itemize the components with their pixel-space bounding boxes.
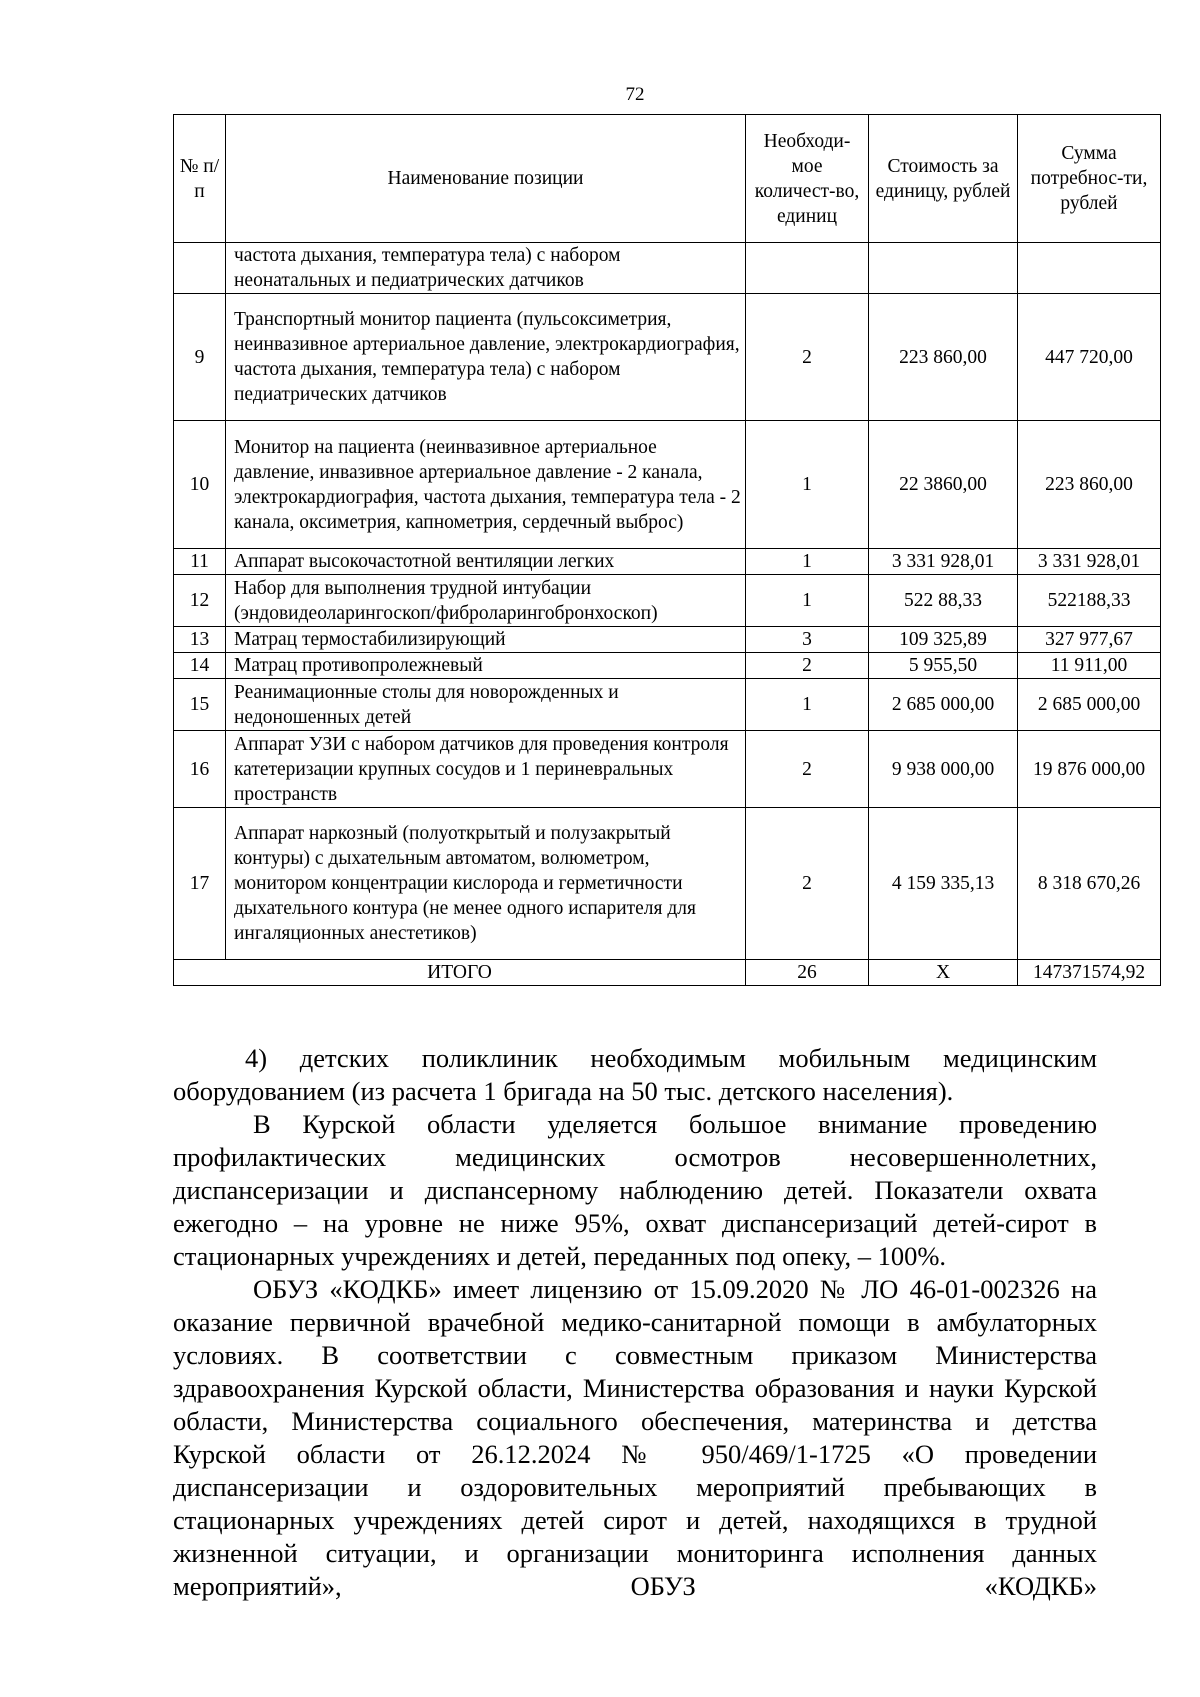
header-unit-cost: Стоимость за единицу, рублей (869, 115, 1018, 243)
table-header-row (174, 115, 1161, 243)
row-unit-cost: 9 938 000,00 (869, 731, 1018, 808)
row-name: Аппарат высокочастотной вентиляции легких (226, 549, 746, 575)
row-qty: 2 (746, 808, 869, 960)
row-name: Матрац противопролежневый (226, 653, 746, 679)
body-text (173, 1042, 1097, 1603)
row-total: 327 977,67 (1018, 627, 1161, 653)
row-name: Транспортный монитор пациента (пульсоксиметрия, неинвазивное артериальное давление, электрокардиография, частота дыхания, температура тела) с набором педиатрических датчиков (226, 294, 746, 421)
row-total: 3 331 928,01 (1018, 549, 1161, 575)
row-num: 10 (174, 421, 226, 549)
table-total-row (174, 960, 1161, 986)
row-total: 522188,33 (1018, 575, 1161, 627)
row-total: 11 911,00 (1018, 653, 1161, 679)
row-num: 15 (174, 679, 226, 731)
row-name: Аппарат наркозный (полуоткрытый и полузакрытый контуры) с дыхательным автоматом, волюметром, монитором концентрации кислорода и герметичности дыхательного контура (не менее одного испарителя для ингаляционных анестетиков) (226, 808, 746, 960)
total-unit-cost: Х (869, 960, 1018, 986)
total-qty: 26 (746, 960, 869, 986)
row-name: Аппарат УЗИ с набором датчиков для проведения контроля катетеризации крупных сосудов и 1 периневральных пространств (226, 731, 746, 808)
row-unit-cost: 22 3860,00 (869, 421, 1018, 549)
row-unit-cost: 109 325,89 (869, 627, 1018, 653)
row-total: 447 720,00 (1018, 294, 1161, 421)
row-qty: 1 (746, 421, 869, 549)
page-number: 72 (625, 84, 645, 105)
row-unit-cost: 4 159 335,13 (869, 808, 1018, 960)
table-row (174, 549, 1161, 575)
equipment-table (173, 114, 1161, 986)
paragraph: ОБУЗ «КОДКБ» имеет лицензию от 15.09.2020 № ЛО 46-01-002326 на оказание первичной врачебной медико-санитарной помощи в амбулаторных условиях. В соответствии с совместным приказом Министерства здравоохранения Курской области, Министерства образования и науки Курской области, Министерства социального обеспечения, материнства и детства Курской области от 26.12.2024 № 950/469/1-1725 «О проведении диспансеризации и оздоровительных мероприятий пребывающих в стационарных учреждениях детей сирот и детей, находящихся в трудной жизненной ситуации, и организации мониторинга исполнения данных мероприятий», ОБУЗ «КОДКБ» (173, 1274, 1097, 1601)
row-qty (746, 243, 869, 294)
row-unit-cost: 2 685 000,00 (869, 679, 1018, 731)
row-name: Матрац термостабилизирующий (226, 627, 746, 653)
table-row (174, 627, 1161, 653)
row-num: 14 (174, 653, 226, 679)
table-row (174, 808, 1161, 960)
row-total: 2 685 000,00 (1018, 679, 1161, 731)
row-total (1018, 243, 1161, 294)
row-unit-cost: 5 955,50 (869, 653, 1018, 679)
row-qty: 1 (746, 549, 869, 575)
table-row (174, 679, 1161, 731)
row-qty: 2 (746, 294, 869, 421)
header-num: № п/п (174, 115, 226, 243)
header-name: Наименование позиции (226, 115, 746, 243)
row-num: 16 (174, 731, 226, 808)
header-total: Сумма потребнос-ти, рублей (1018, 115, 1161, 243)
table-row (174, 294, 1161, 421)
row-qty: 3 (746, 627, 869, 653)
table-row (174, 243, 1161, 294)
table-row (174, 731, 1161, 808)
row-num: 13 (174, 627, 226, 653)
row-qty: 1 (746, 575, 869, 627)
row-total: 223 860,00 (1018, 421, 1161, 549)
total-sum: 147371574,92 (1018, 960, 1161, 986)
row-total: 19 876 000,00 (1018, 731, 1161, 808)
row-name: Реанимационные столы для новорожденных и недоношенных детей (226, 679, 746, 731)
total-label: ИТОГО (174, 960, 746, 986)
row-qty: 1 (746, 679, 869, 731)
row-num (174, 243, 226, 294)
header-qty: Необходи-мое количест-во, единиц (746, 115, 869, 243)
row-num: 12 (174, 575, 226, 627)
row-name: частота дыхания, температура тела) с набором неонатальных и педиатрических датчиков (226, 243, 746, 294)
paragraph: 4) детских поликлиник необходимым мобильным медицинским оборудованием (из расчета 1 бригада на 50 тыс. детского населения). (173, 1043, 1097, 1106)
table-row (174, 653, 1161, 679)
row-qty: 2 (746, 731, 869, 808)
row-name: Набор для выполнения трудной интубации (эндовидеоларингоскоп/фиброларингобронхоскоп) (226, 575, 746, 627)
table-row (174, 575, 1161, 627)
row-unit-cost: 223 860,00 (869, 294, 1018, 421)
row-num: 17 (174, 808, 226, 960)
row-unit-cost (869, 243, 1018, 294)
row-qty: 2 (746, 653, 869, 679)
row-name: Монитор на пациента (неинвазивное артериальное давление, инвазивное артериальное давление - 2 канала, электрокардиография, частота дыхания, температура тела - 2 канала, оксиметрия, капнометрия, сердечный выброс) (226, 421, 746, 549)
row-num: 9 (174, 294, 226, 421)
row-unit-cost: 3 331 928,01 (869, 549, 1018, 575)
table-row (174, 421, 1161, 549)
row-total: 8 318 670,26 (1018, 808, 1161, 960)
paragraph: В Курской области уделяется большое внимание проведению профилактических медицинских осмотров несовершеннолетних, диспансеризации и диспансерному наблюдению детей. Показатели охвата ежегодно – на уровне не ниже 95%, охват диспансеризаций детей-сирот в стационарных учреждениях и детей, переданных под опеку, – 100%. (173, 1109, 1097, 1271)
row-unit-cost: 522 88,33 (869, 575, 1018, 627)
row-num: 11 (174, 549, 226, 575)
